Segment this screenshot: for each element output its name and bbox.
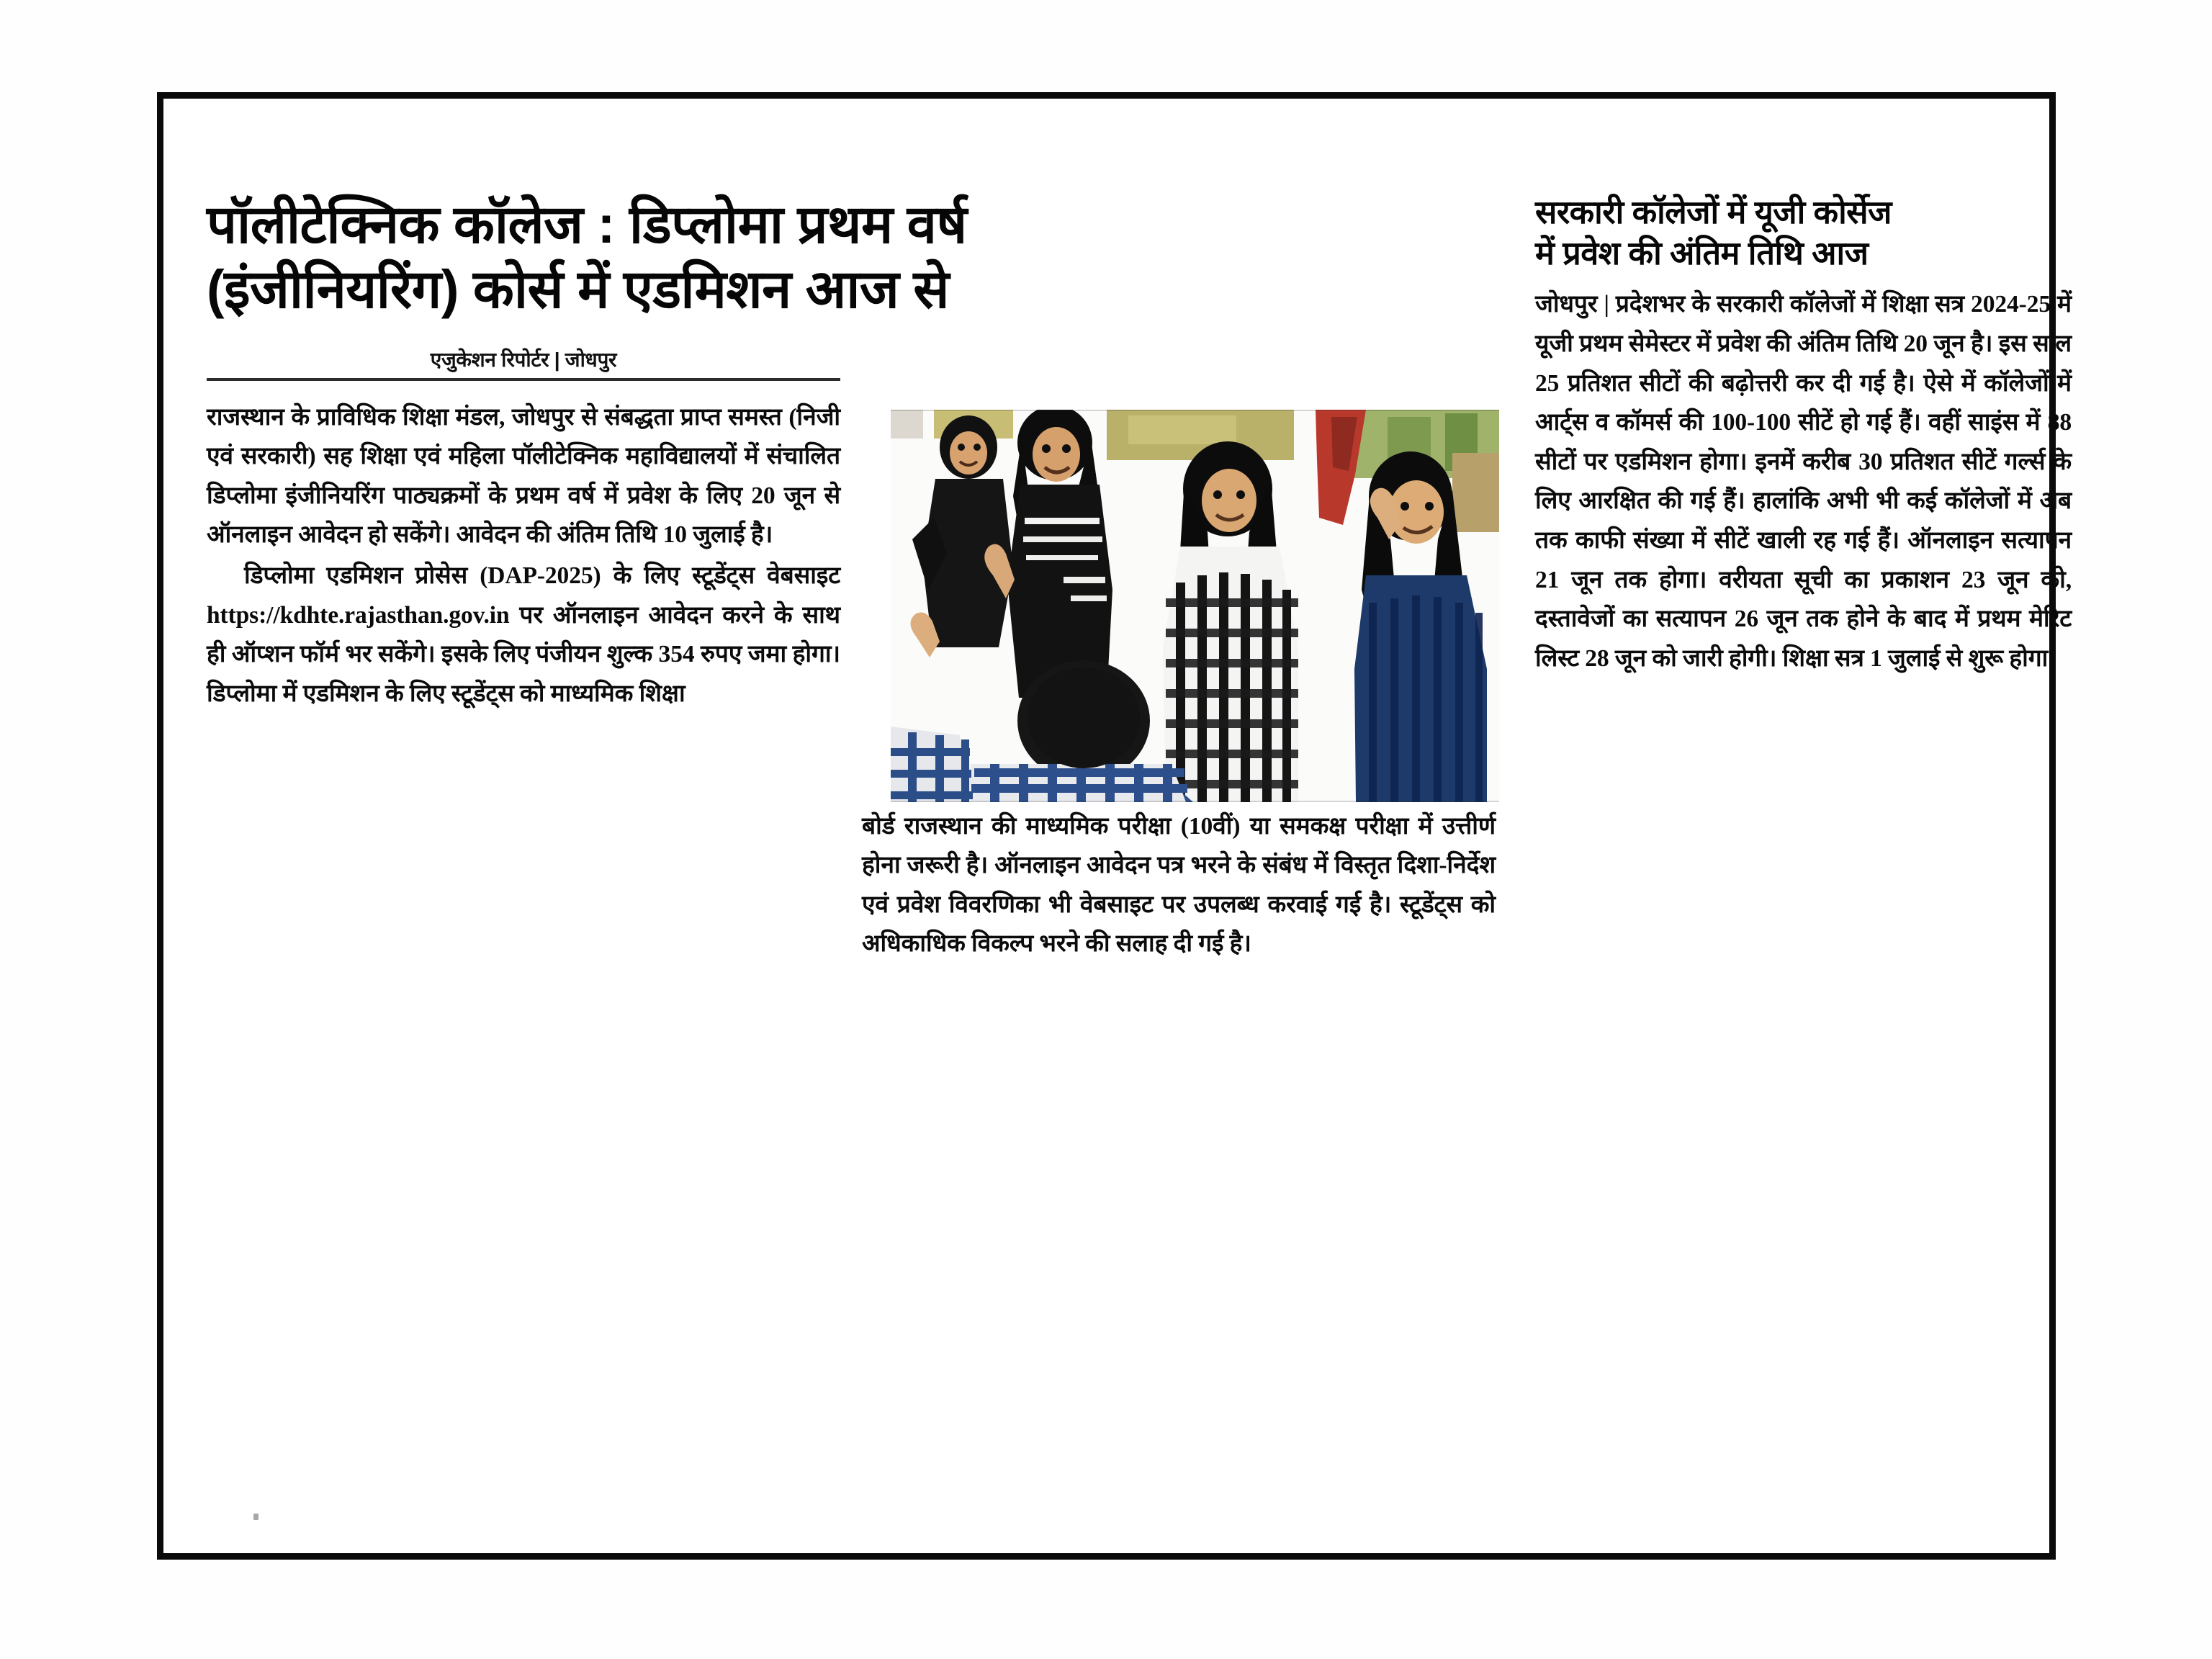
paragraph: बोर्ड राजस्थान की माध्यमिक परीक्षा (10वीं) या समकक्ष परीक्षा में उत्तीर्ण होना जरूरी है। ऑनलाइन आवेदन पत्र भरने के संबंध में विस्तृत दिशा-निर्देश एवं प्रवेश विवरणिका भी वेबसाइट पर उपलब्ध करवाई गई है। स्टूडेंट्स को अधिकाधिक विकल्प भरने की सलाह दी गई है।: [862, 812, 1496, 958]
headline-line-2: (इंजीनियरिंग) कोर्स में एडमिशन आज से: [207, 259, 949, 320]
dateline: जोधपुर |: [1535, 291, 1609, 318]
body-column-1: [207, 398, 840, 716]
main-body-columns: [207, 398, 1496, 1133]
paragraph: डिप्लोमा एडमिशन प्रोसेस (DAP-2025) के लिए स्टूडेंट्स वेबसाइट https://kdhte.rajasthan.gov.in पर ऑनलाइन आवेदन करने के साथ ही ऑप्शन फॉर्म भर सकेंगे। इसके लिए पंजीयन शुल्क 354 रुपए जमा होगा। डिप्लोमा में एडमिशन के लिए स्टूडेंट्स को माध्यमिक शिक्षा: [207, 562, 840, 707]
side-article: [1535, 192, 2072, 680]
article-photo: [891, 410, 1499, 802]
side-article-title: [1535, 192, 2072, 274]
side-headline-line-2: में प्रवेश की अंतिम तिथि आज: [1535, 234, 1869, 271]
body-column-2: [862, 807, 1496, 966]
side-body-text: प्रदेशभर के सरकारी कॉलेजों में शिक्षा सत्र 2024-25 में यूजी प्रथम सेमेस्टर में प्रवेश की अंतिम तिथि 20 जून है। इस साल 25 प्रतिशत सीटों की बढ़ोत्तरी कर दी गई है। ऐसे में कॉलेजों में आर्ट्स व कॉमर्स की 100-100 सीटें हो गई हैं। वहीं साइंस में 88 सीटों पर एडमिशन होगा। इनमें करीब 30 प्रतिशत सीटें गर्ल्स के लिए आरक्षित की गई हैं। हालांकि अभी भी कई कॉलेजों में अब तक काफी संख्या में सीटें खाली रह गई हैं। ऑनलाइन सत्यापन 21 जून तक होगा। वरीयता सूची का प्रकाशन 23 जून को, दस्तावेजों का सत्यापन 26 जून तक होने के बाद में प्रथम मेरिट लिस्ट 28 जून को जारी होगी। शिक्षा सत्र 1 जुलाई से शुरू होगा।: [1535, 291, 2072, 672]
article-container: [207, 192, 2072, 1524]
main-article: [207, 192, 1496, 1133]
byline-divider: [207, 378, 840, 381]
byline-block: [207, 346, 840, 381]
scan-speck: [253, 1514, 258, 1520]
side-headline-line-1: सरकारी कॉलेजों में यूजी कोर्सेज: [1535, 194, 1892, 230]
photo-halftone-art: [891, 410, 1499, 802]
byline: एजुकेशन रिपोर्टर | जोधपुर: [430, 348, 617, 371]
paragraph: राजस्थान के प्राविधिक शिक्षा मंडल, जोधपुर से संबद्धता प्राप्त समस्त (निजी एवं सरकारी) सह शिक्षा एवं महिला पॉलीटेक्निक महाविद्यालयों में संचालित डिप्लोमा इंजीनियरिंग पाठ्यक्रमों के प्रथम वर्ष में प्रवेश के लिए 20 जून से ऑनलाइन आवेदन हो सकेंगे। आवेदन की अंतिम तिथि 10 जुलाई है।: [207, 403, 840, 549]
photo-image: [891, 410, 1499, 802]
page-title: [207, 192, 1496, 327]
clipping-frame: [157, 92, 2072, 1560]
side-article-body: [1535, 285, 2072, 678]
headline-line-1: पॉलीटेक्निक कॉलेज : डिप्लोमा प्रथम वर्ष: [207, 194, 967, 254]
